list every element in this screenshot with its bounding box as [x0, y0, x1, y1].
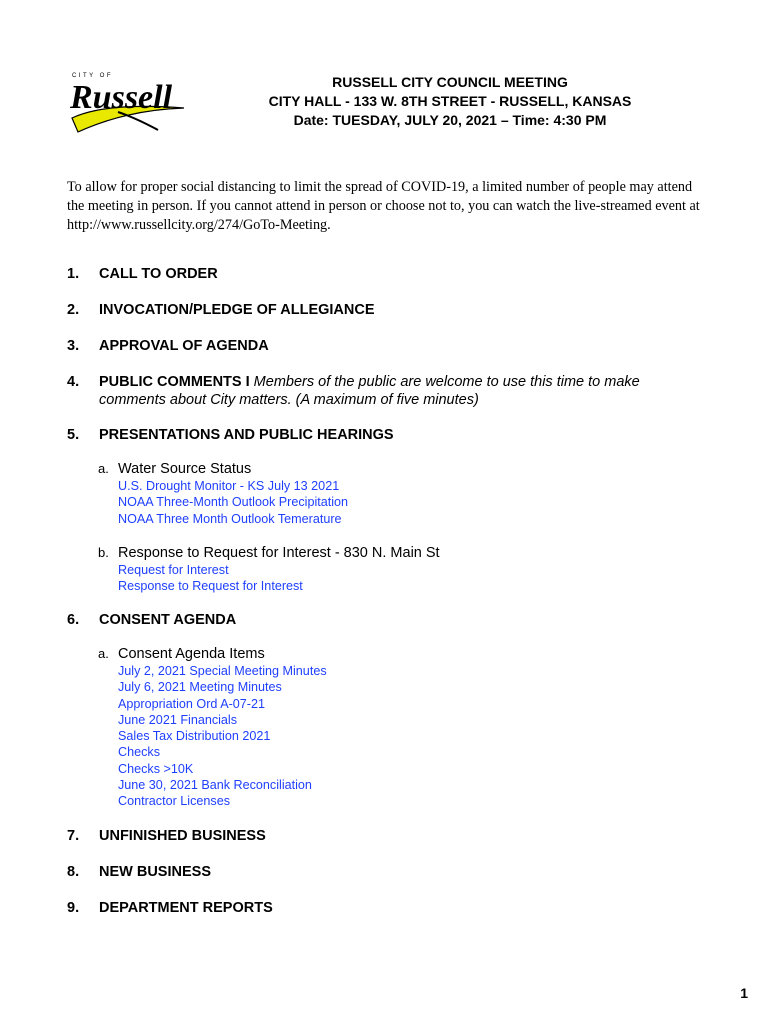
item-title: CONSENT AGENDA — [99, 612, 237, 628]
subitem-title: Response to Request for Interest - 830 N. Main St — [118, 545, 440, 561]
item-number: 1. — [67, 266, 80, 282]
city-of-russell-logo — [66, 68, 196, 140]
link-june-financials[interactable]: June 2021 Financials — [118, 712, 238, 727]
subitem-links — [118, 562, 303, 595]
link-checks-over-10k[interactable]: Checks >10K — [118, 761, 194, 776]
item-number: 8. — [67, 864, 80, 880]
item-title: UNFINISHED BUSINESS — [99, 828, 266, 844]
link-request-for-interest[interactable]: Request for Interest — [118, 563, 229, 577]
subitem-letter: a. — [98, 646, 109, 661]
item-title: PRESENTATIONS AND PUBLIC HEARINGS — [99, 427, 394, 443]
link-checks[interactable]: Checks — [118, 745, 160, 760]
item-title: CALL TO ORDER — [99, 266, 218, 282]
link-drought-monitor[interactable]: U.S. Drought Monitor - KS July 13 2021 — [118, 479, 340, 493]
item-number: 4. — [67, 374, 80, 390]
item-description: Members of the public are welcome to use this time to make comments about City matters. (A maximum of five minutes) — [99, 374, 640, 408]
subitem-title: Water Source Status — [118, 461, 252, 477]
item-number: 5. — [67, 427, 80, 443]
header-line-1: RUSSELL CITY COUNCIL MEETING — [332, 74, 568, 90]
item-title: INVOCATION/PLEDGE OF ALLEGIANCE — [99, 302, 375, 318]
item-number: 7. — [67, 828, 80, 844]
link-appropriation-ord[interactable]: Appropriation Ord A-07-21 — [118, 696, 266, 711]
link-noaa-precipitation[interactable]: NOAA Three-Month Outlook Precipitation — [118, 495, 349, 510]
subitem-letter: b. — [98, 545, 109, 560]
link-noaa-temperature[interactable]: NOAA Three Month Outlook Temerature — [118, 511, 342, 526]
logo-city-of-text: CITY OF — [72, 73, 114, 79]
subitem-letter: a. — [98, 461, 109, 476]
item-number: 6. — [67, 612, 80, 628]
header-line-3: Date: TUESDAY, JULY 20, 2021 – Time: 4:30 PM — [293, 112, 607, 128]
item-title: DEPARTMENT REPORTS — [99, 900, 273, 916]
subitem-links — [118, 478, 348, 527]
item-title: NEW BUSINESS — [99, 864, 211, 880]
intro-paragraph: To allow for proper social distancing to limit the spread of COVID-19, a limited number of people may attend the meeting in person. If you cannot attend in person or choose not to, you can watch the live-streamed event at http://www.russellcity.org/274/GoTo-Meeting. — [67, 179, 700, 233]
meeting-header — [230, 73, 670, 130]
link-sales-tax-distribution[interactable]: Sales Tax Distribution 2021 — [118, 729, 271, 744]
header-line-2: CITY HALL - 133 W. 8TH STREET - RUSSELL, KANSAS — [268, 93, 632, 109]
link-bank-reconciliation[interactable]: June 30, 2021 Bank Reconciliation — [118, 778, 312, 793]
link-response-to-request[interactable]: Response to Request for Interest — [118, 579, 303, 594]
logo-name-text: Russell — [70, 79, 173, 116]
subitem-links — [118, 663, 327, 810]
item-title: PUBLIC COMMENTS I — [99, 374, 250, 390]
item-number: 2. — [67, 302, 80, 318]
subitem-title: Consent Agenda Items — [118, 646, 265, 662]
item-title: APPROVAL OF AGENDA — [99, 338, 269, 354]
link-contractor-licenses[interactable]: Contractor Licenses — [118, 794, 230, 809]
link-meeting-minutes[interactable]: July 6, 2021 Meeting Minutes — [118, 680, 282, 695]
item-number: 3. — [67, 338, 80, 354]
item-number: 9. — [67, 900, 80, 916]
link-special-meeting-minutes[interactable]: July 2, 2021 Special Meeting Minutes — [118, 664, 327, 678]
page-number: 1 — [740, 985, 748, 1001]
